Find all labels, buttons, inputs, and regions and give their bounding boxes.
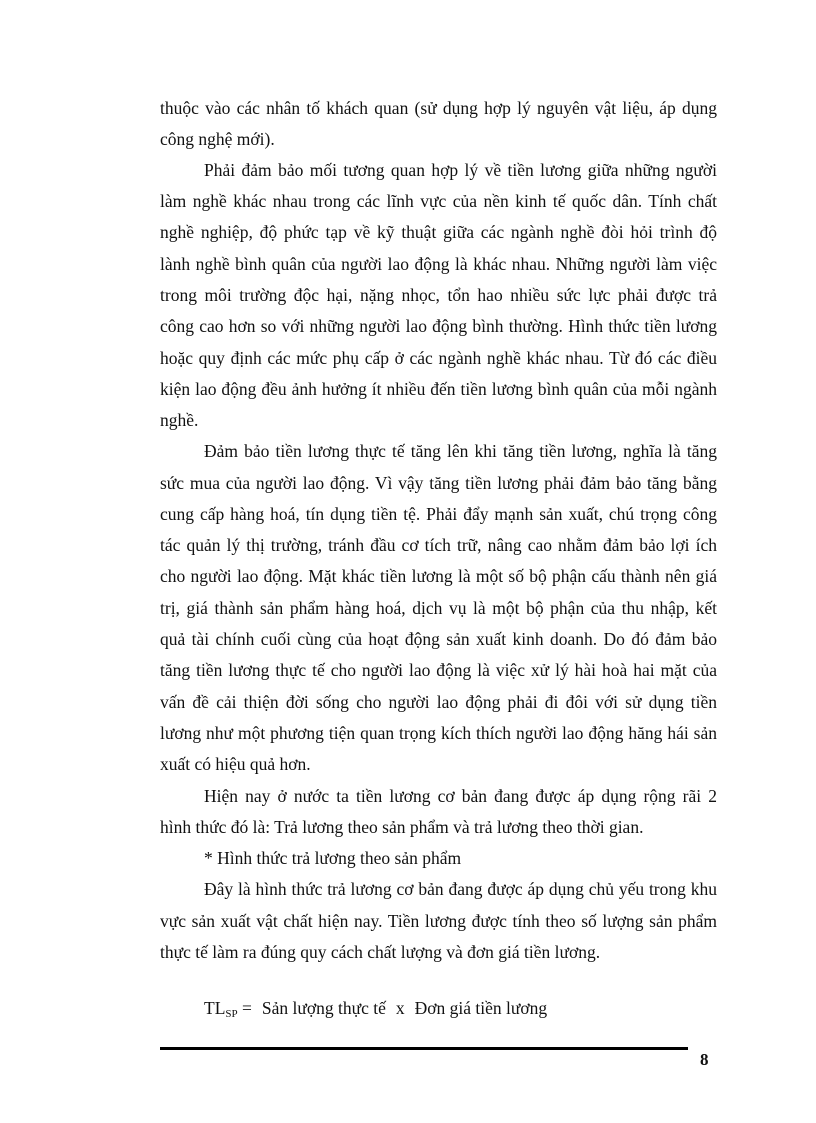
text-line: làm nghề khác nhau trong các lĩnh vực của nền kinh tế quốc dân. Tính chất — [160, 191, 717, 211]
text-line: quả tài chính cuối cùng của hoạt động sản xuất kinh doanh. Do đó đảm bảo — [160, 629, 717, 649]
footer-rule — [160, 1047, 688, 1050]
paragraph-first-line: Đảm bảo tiền lương thực tế tăng lên khi tăng tiền lương, nghĩa là tăng — [204, 441, 717, 461]
formula — [204, 997, 547, 1025]
text-line: lương như một phương tiện quan trọng kích thích người lao động hăng hái sản — [160, 723, 717, 743]
text-line: nghề nghiệp, độ phức tạp về kỹ thuật giữa các ngành nghề đòi hỏi trình độ — [160, 222, 717, 242]
paragraph-first-line: Hiện nay ở nước ta tiền lương cơ bản đang được áp dụng rộng rãi 2 — [204, 786, 717, 806]
text-line: công cao hơn so với những người lao động bình thường. Hình thức tiền lương — [160, 316, 717, 336]
text-line: trị, giá thành sản phẩm hàng hoá, dịch vụ là một bộ phận của thu nhập, kết — [160, 598, 717, 618]
formula-term1: Sản lượng thực tế — [261, 998, 386, 1018]
section-heading: * Hình thức trả lương theo sản phẩm — [204, 848, 462, 868]
text-line: vấn đề cải thiện đời sống cho người lao động phải đi đôi với sử dụng tiền — [160, 692, 717, 712]
formula-term2: Đơn giá tiền lương — [414, 998, 548, 1018]
text-line: kiện lao động đều ảnh hưởng ít nhiều đến tiền lương bình quân của mỗi ngành — [160, 379, 717, 399]
text-line: cho người lao động. Mặt khác tiền lương là một số bộ phận cấu thành nên giá — [160, 566, 717, 586]
text-line: sức mua của người lao động. Vì vậy tăng tiền lương phải đảm bảo tăng bằng — [160, 473, 717, 493]
formula-operator: x — [395, 998, 405, 1018]
text-line: thực tế làm ra đúng quy cách chất lượng và đơn giá tiền lương. — [160, 942, 601, 962]
text-line: lành nghề bình quân của người lao động là khác nhau. Những người làm việc — [160, 254, 717, 274]
text-line: thuộc vào các nhân tố khách quan (sử dụng hợp lý nguyên vật liệu, áp dụng — [160, 98, 717, 118]
text-line: nghề. — [160, 410, 199, 430]
text-line: công nghệ mới). — [160, 129, 275, 149]
paragraph-first-line: Đây là hình thức trả lương cơ bản đang được áp dụng chủ yếu trong khu — [204, 879, 717, 899]
text-line: tác quản lý thị trường, tránh đầu cơ tích trữ, nâng cao nhằm đảm bảo lợi ích — [160, 535, 717, 555]
paragraph-first-line: Phải đảm bảo mối tương quan hợp lý về tiền lương giữa những người — [204, 160, 717, 180]
text-line: cung cấp hàng hoá, tín dụng tiền tệ. Phải đẩy mạnh sản xuất, chú trọng công — [160, 504, 717, 524]
formula-lhs: TL — [204, 998, 226, 1018]
text-line: trong môi trường độc hại, nặng nhọc, tổn hao nhiều sức lực phải được trả — [160, 285, 717, 305]
formula-subscript: SP — [225, 1008, 238, 1020]
text-line: hình thức đó là: Trả lương theo sản phẩm và trả lương theo thời gian. — [160, 817, 644, 837]
text-line: tăng tiền lương thực tế cho người lao động là việc xử lý hài hoà hai mặt của — [160, 660, 717, 680]
text-line: vực sản xuất vật chất hiện nay. Tiền lương được tính theo số lượng sản phẩm — [160, 911, 717, 931]
formula-equals: = — [237, 998, 252, 1018]
text-line: xuất có hiệu quả hơn. — [160, 754, 311, 774]
page-number: 8 — [700, 1050, 709, 1069]
text-line: hoặc quy định các mức phụ cấp ở các ngành nghề khác nhau. Từ đó các điều — [160, 348, 717, 368]
